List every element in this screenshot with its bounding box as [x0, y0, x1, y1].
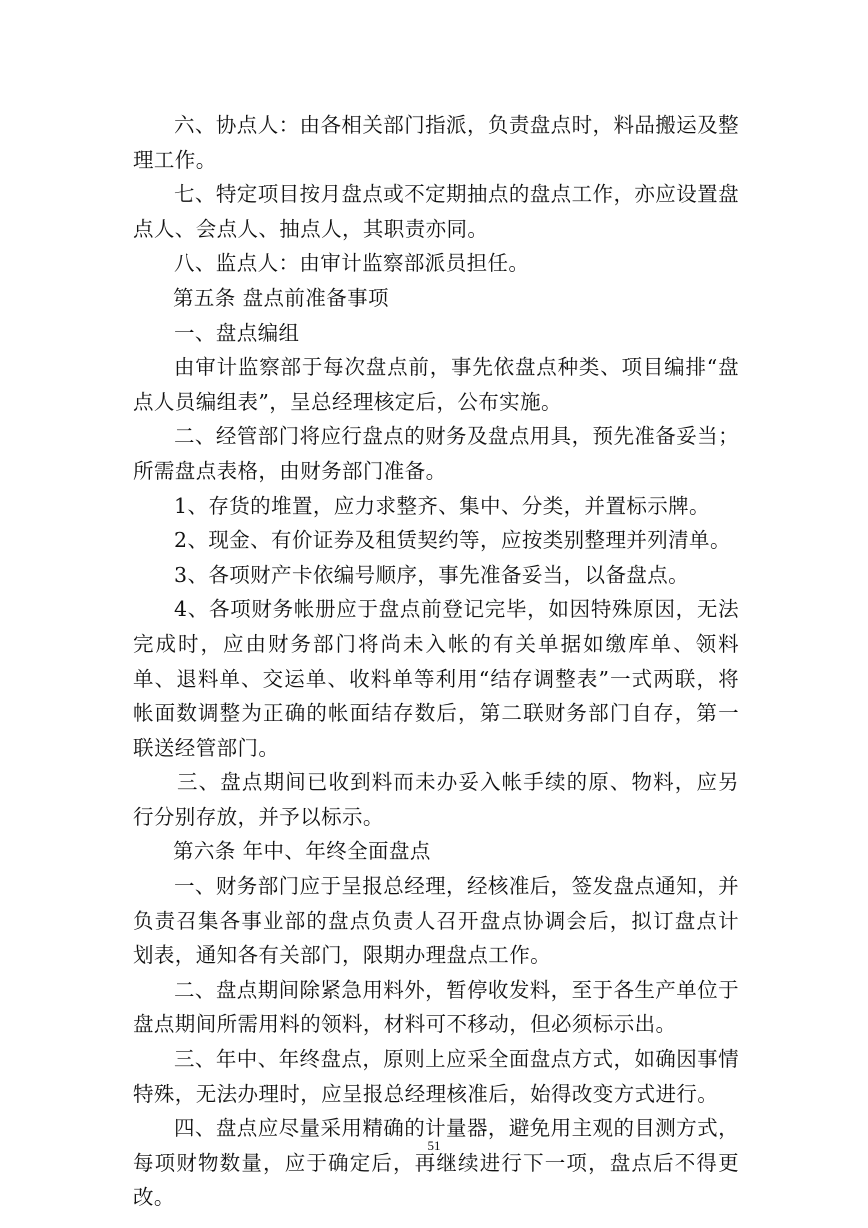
paragraph-specific-items: 七、特定项目按月盘点或不定期抽点的盘点工作，亦应设置盘点人、会点人、抽点人，其职责亦同。	[133, 182, 739, 241]
paragraph-assistant-counter: 六、协点人：由各相关部门指派，负责盘点时，料品搬运及整理工作。	[133, 113, 739, 172]
paragraph-item-2: 2、现金、有价证券及租赁契约等，应按类别整理并列清单。	[174, 528, 731, 553]
paragraph-finance-notice: 一、财务部门应于呈报总经理，经核准后，签发盘点通知，并负责召集各事业部的盘点负责人召开盘点协调会后，拟订盘点计划表，通知各有关部门，限期办理盘点工作。	[133, 874, 739, 968]
paragraph-supervisor: 八、监点人：由审计监察部派员担任。	[174, 251, 530, 276]
paragraph-suspend-issuing: 二、盘点期间除紧急用料外，暂停收发料，至于各生产单位于盘点期间所需用料的领料，材料可不移动，但必须标示出。	[133, 977, 739, 1037]
article-6-heading: 第六条 年中、年终全面盘点	[173, 839, 431, 864]
paragraph-grouping-title: 一、盘点编组	[174, 320, 300, 345]
paragraph-unrecorded-materials: 三、盘点期间已收到料而未办妥入帐手续的原、物料，应另行分别存放，并予以标示。	[133, 770, 739, 829]
paragraph-full-count: 三、年中、年终盘点，原则上应采全面盘点方式，如确因事情特殊，无法办理时，应呈报总经理核准后，始得改变方式进行。	[133, 1047, 739, 1106]
paragraph-item-1: 1、存货的堆置，应力求整齐、集中、分类，并置标示牌。	[174, 493, 710, 518]
paragraph-grouping-body: 由审计监察部于每次盘点前，事先依盘点种类、项目编排“盘点人员编组表”，呈总经理核定后，公布实施。	[133, 355, 739, 414]
paragraph-department-prep: 二、经管部门将应行盘点的财务及盘点用具，预先准备妥当；所需盘点表格，由财务部门准备。	[133, 424, 739, 483]
paragraph-measuring: 四、盘点应尽量采用精确的计量器，避免用主观的目测方式，每项财物数量，应于确定后，再继续进行下一项，盘点后不得更改。	[133, 1116, 739, 1210]
paragraph-item-3: 3、各项财产卡依编号顺序，事先准备妥当，以备盘点。	[174, 562, 690, 587]
paragraph-item-4: 4、各项财务帐册应于盘点前登记完毕，如因特殊原因，无法完成时，应由财务部门将尚未入帐的有关单据如缴库单、领料单、退料单、交运单、收料单等利用“结存调整表”一式两联，将帐面数调整为正确的帐面结存数后，第二联财务部门自存，第一联送经管部门。	[133, 597, 739, 760]
document-body	[133, 108, 739, 1215]
article-5-heading: 第五条 盘点前准备事项	[173, 285, 389, 310]
page-number: 51	[427, 1138, 441, 1153]
